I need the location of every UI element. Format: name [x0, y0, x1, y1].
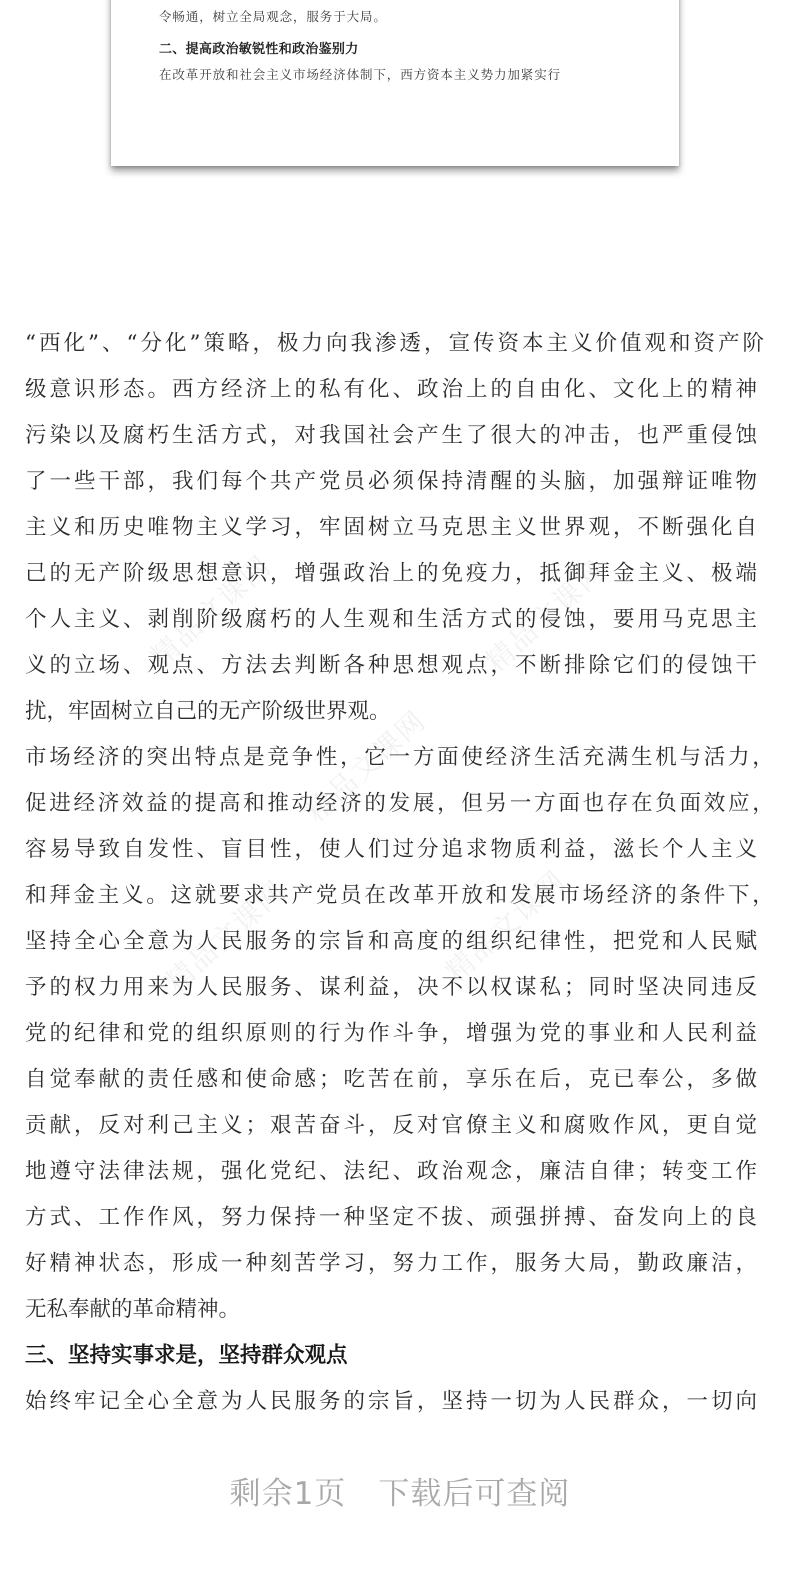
- watermark: 精品文课网: [439, 863, 573, 989]
- body-text-line: 扰，牢固树立自己的无产阶级世界观。: [25, 699, 391, 724]
- body-text-line: 好精神状态，形成一种刻苦学习，努力工作，服务大局，勤政廉洁，: [25, 1251, 761, 1276]
- body-text-line: 个人主义、剥削阶级腐朽的人生观和生活方式的侵蚀，要用马克思主: [25, 607, 761, 632]
- body-text-line: 贡献，反对利己主义；艰苦奋斗，反对官僚主义和腐败作风，更自觉: [25, 1113, 761, 1138]
- body-text-line: 促进经济效益的提高和推动经济的发展，但另一方面也存在负面效应，: [25, 791, 777, 816]
- watermark: 精品文课网: [144, 548, 278, 674]
- watermark: 精品文课网: [479, 553, 613, 679]
- body-text-line: 了一些干部，我们每个共产党员必须保持清醒的头脑，加强辩证唯物: [25, 469, 761, 494]
- watermark: 精品文课网: [299, 703, 433, 829]
- body-text-line: “西化”、“分化”策略，极力向我渗透，宣传资本主义价值观和资产阶: [25, 331, 767, 356]
- body-text-line: 地遵守法律法规，强化党纪、法纪、政治观念，廉洁自律；转变工作: [25, 1159, 761, 1184]
- preview-section-heading: 二、提高政治敏锐性和政治鉴别力: [159, 42, 359, 57]
- remaining-pages-notice[interactable]: 剩余1页 下载后可查阅: [229, 1476, 571, 1512]
- body-text-line: 污染以及腐朽生活方式，对我国社会产生了很大的冲击，也严重侵蚀: [25, 423, 761, 448]
- watermark: 精品文课网: [159, 873, 293, 999]
- body-text-line: 义的立场、观点、方法去判断各种思想观点，不断排除它们的侵蚀干: [25, 653, 761, 678]
- body-text-line: 主义和历史唯物主义学习，牢固树立马克思主义世界观，不断强化自: [25, 515, 761, 540]
- body-text-line: 和拜金主义。这就要求共产党员在改革开放和发展市场经济的条件下，: [25, 883, 777, 908]
- body-text-line: 自觉奉献的责任感和使命感；吃苦在前，享乐在后，克已奉公，多做: [25, 1067, 761, 1092]
- body-text-line: 级意识形态。西方经济上的私有化、政治上的自由化、文化上的精神: [25, 377, 761, 402]
- body-text-line: 党的纪律和党的组织原则的行为作斗争，增强为党的事业和人民利益: [25, 1021, 761, 1046]
- body-text-line: 始终牢记全心全意为人民服务的宗旨，坚持一切为人民群众，一切向: [25, 1389, 761, 1414]
- preview-page-card: [111, 0, 679, 166]
- body-text-line: 无私奉献的革命精神。: [25, 1297, 241, 1322]
- body-text-line: 市场经济的突出特点是竞争性，它一方面使经济生活充满生机与活力，: [25, 745, 777, 770]
- body-text-line: 坚持全心全意为人民服务的宗旨和高度的组织纪律性，把党和人民赋: [25, 929, 761, 954]
- body-text-line: 容易导致自发性、盲目性，使人们过分追求物质利益，滋长个人主义: [25, 837, 761, 862]
- body-text-line: 予的权力用来为人民服务、谋利益，决不以权谋私；同时坚决同违反: [25, 975, 761, 1000]
- preview-text-line: 令畅通，树立全局观念，服务于大局。: [159, 9, 387, 24]
- body-text-line: 己的无产阶级思想意识，增强政治上的免疫力，抵御拜金主义、极端: [25, 561, 761, 586]
- body-text-line: 方式、工作作风，努力保持一种坚定不拔、顽强拼搏、奋发向上的良: [25, 1205, 761, 1230]
- preview-text-line: 在改革开放和社会主义市场经济体制下，西方资本主义势力加紧实行: [159, 67, 562, 82]
- section-heading: 三、坚持实事求是，坚持群众观点: [25, 1343, 348, 1368]
